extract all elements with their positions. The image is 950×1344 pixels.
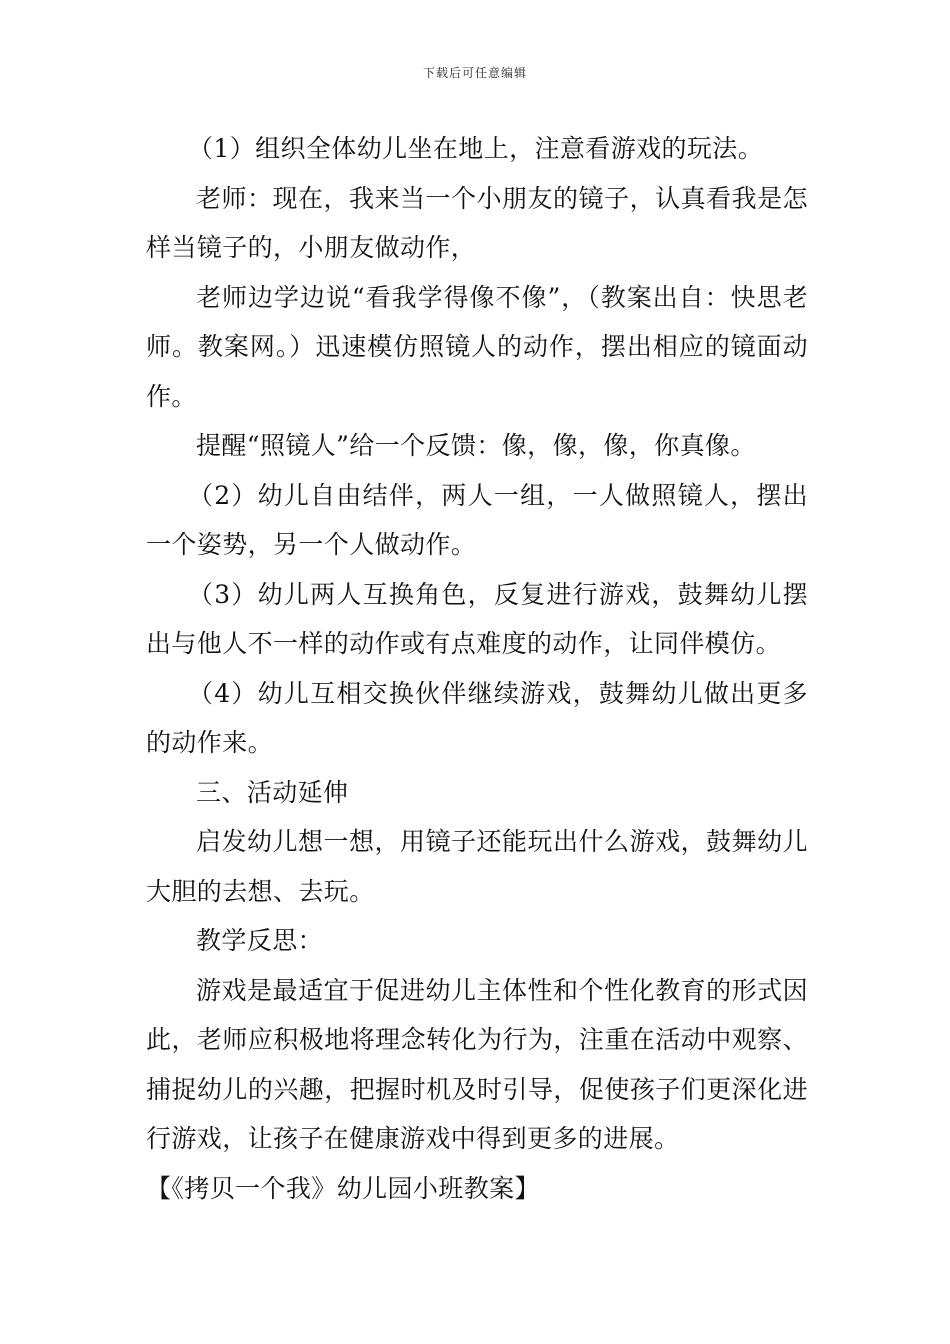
section-heading-extension: 三、活动延伸 <box>196 777 349 807</box>
paragraph-teacher-mirror: 老师：现在，我来当一个小朋友的镜子，认真看我是怎样当镜子的，小朋友做动作， <box>146 183 808 262</box>
paragraph-step-4: （4）幼儿互相交换伙伴继续游戏，鼓舞幼儿做出更多的动作来。 <box>146 678 808 757</box>
paragraph-step-1: （1）组织全体幼儿坐在地上，注意看游戏的玩法。 <box>188 134 764 163</box>
paragraph-step-2: （2）幼儿自由结伴，两人一组，一人做照镜人，摆出一个姿势，另一个人做动作。 <box>146 480 808 559</box>
paragraph-extension: 启发幼儿想一想，用镜子还能玩出什么游戏，鼓舞幼儿大胆的去想、去玩。 <box>146 827 808 906</box>
paragraph-reflection: 游戏是最适宜于促进幼儿主体性和个性化教育的形式因此，老师应积极地将理念转化为行为，注重在活动中观察、捕捉幼儿的兴趣，把握时机及时引导，促使孩子们更深化进行游戏，让孩子在健康游戏中得到更多的进展。 <box>146 975 808 1153</box>
lesson-plan-title: 【《拷贝一个我》幼儿园小班教案】 <box>146 1173 540 1203</box>
paragraph-feedback: 提醒“照镜人”给一个反馈：像，像，像，你真像。 <box>196 431 756 460</box>
page-header: 下载后可任意编辑 <box>422 66 527 80</box>
document-body <box>146 124 808 1213</box>
section-heading-reflection: 教学反思： <box>196 926 324 955</box>
paragraph-teacher-imitate: 老师边学边说“看我学得像不像”，（教案出自：快思老师。教案网。）迅速模仿照镜人的动作，摆出相应的镜面动作。 <box>146 282 808 411</box>
paragraph-step-3: （3）幼儿两人互换角色，反复进行游戏，鼓舞幼儿摆出与他人不一样的动作或有点难度的动作，让同伴模仿。 <box>146 579 808 658</box>
